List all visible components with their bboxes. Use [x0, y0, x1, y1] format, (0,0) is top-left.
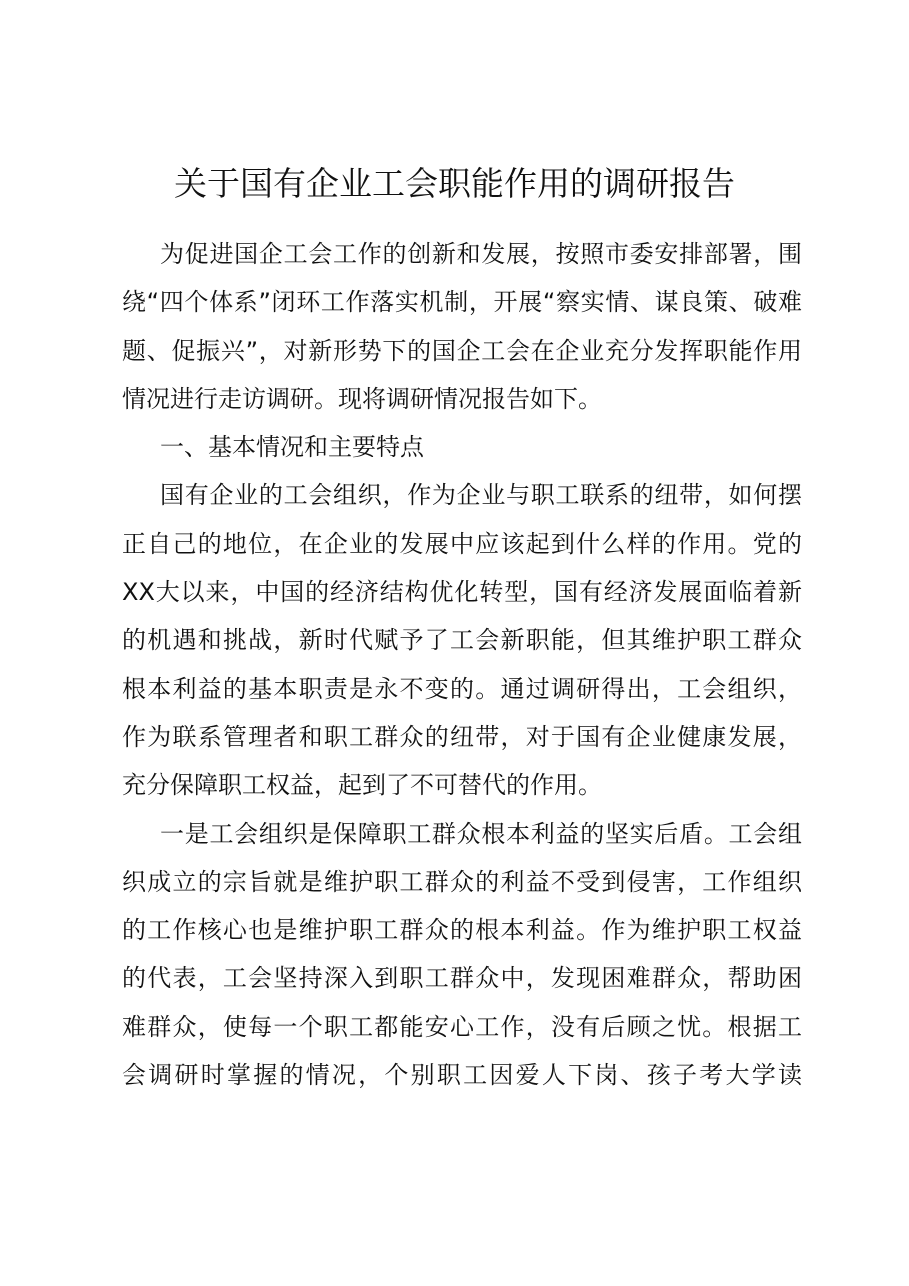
paragraph-line: 绕“四个体系”闭环工作落实机制，开展“察实情、谋良策、破难	[122, 288, 802, 317]
document-title: 关于国有企业工会职能作用的调研报告	[174, 164, 735, 203]
paragraph-line: 情况进行走访调研。现将调研情况报告如下。	[122, 384, 602, 413]
paragraph-line: 国有企业的工会组织，作为企业与职工联系的纽带，如何摆	[160, 481, 802, 510]
document-body	[122, 230, 802, 1099]
paragraph-line: 会调研时掌握的情况，个别职工因爱人下岗、孩子考大学读	[122, 1061, 802, 1090]
paragraph-line: 的代表，工会坚持深入到职工群众中，发现困难群众，帮助困	[122, 964, 802, 993]
section-heading: 一、基本情况和主要特点	[160, 433, 424, 462]
paragraph-line: 正自己的地位，在企业的发展中应该起到什么样的作用。党的	[122, 529, 802, 558]
paragraph-line: 的机遇和挑战，新时代赋予了工会新职能，但其维护职工群众	[122, 626, 802, 655]
paragraph-line: 充分保障职工权益，起到了不可替代的作用。	[122, 771, 602, 800]
paragraph-line: 根本利益的基本职责是永不变的。通过调研得出，工会组织，	[122, 674, 802, 703]
paragraph-line: 难群众，使每一个职工都能安心工作，没有后顾之忧。根据工	[122, 1012, 802, 1041]
paragraph-line: 一是工会组织是保障职工群众根本利益的坚实后盾。工会组	[160, 819, 802, 848]
paragraph-line: 作为联系管理者和职工群众的纽带，对于国有企业健康发展，	[122, 722, 802, 751]
paragraph-line: 织成立的宗旨就是维护职工群众的利益不受到侵害，工作组织	[122, 867, 802, 896]
paragraph-line: 的工作核心也是维护职工群众的根本利益。作为维护职工权益	[122, 916, 802, 945]
paragraph-line: 为促进国企工会工作的创新和发展，按照市委安排部署，围	[160, 240, 802, 268]
paragraph-line: 题、促振兴”，对新形势下的国企工会在企业充分发挥职能作用	[122, 336, 802, 365]
paragraph-line: XX大以来，中国的经济结构优化转型，国有经济发展面临着新	[122, 578, 802, 607]
